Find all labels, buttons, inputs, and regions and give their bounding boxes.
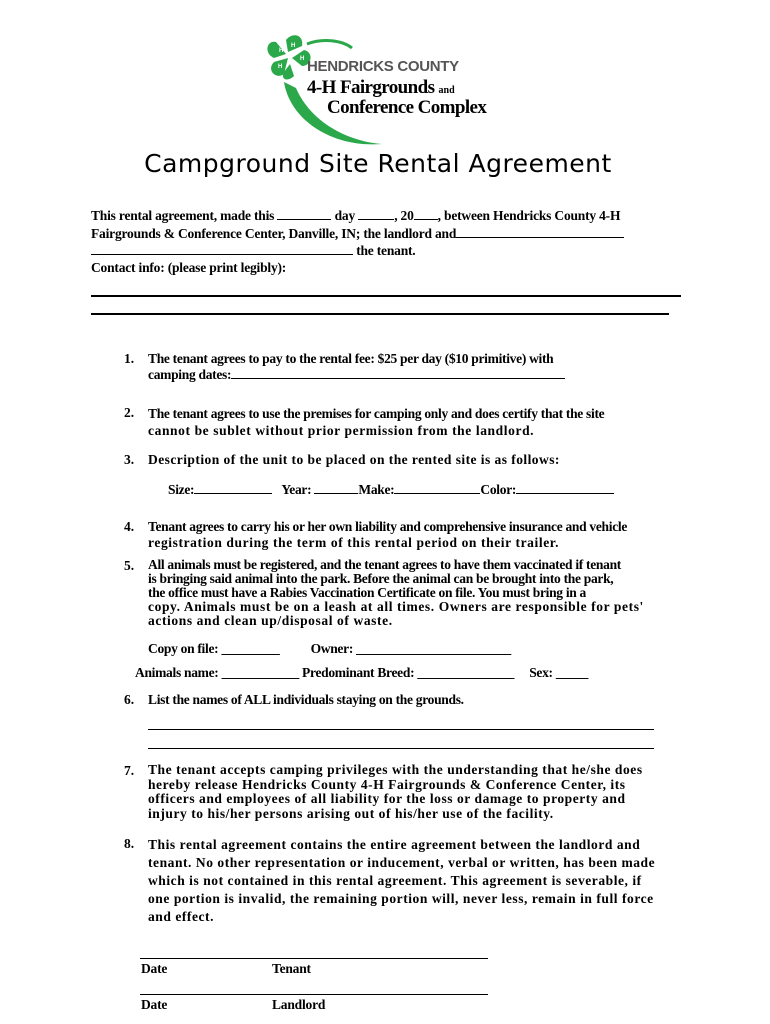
- contact-label: Contact info: (please print legibly):: [91, 260, 287, 275]
- item-7-line1: The tenant accepts camping privileges with the understanding that he/she does: [148, 762, 643, 777]
- item-1-line1: The tenant agrees to pay to the rental fee: $25 per day ($10 primitive) with: [148, 351, 554, 366]
- intro-text-3: , 20: [394, 208, 414, 223]
- item-3: Description of the unit to be placed on the rented site is as follows:: [148, 452, 560, 467]
- sex-label: Sex:: [529, 665, 553, 680]
- year-label: Year:: [281, 482, 312, 497]
- item-5-line5: actions and clean up/disposal of waste.: [148, 613, 393, 628]
- item-6: List the names of ALL individuals staying on the grounds.: [148, 692, 464, 707]
- tenant-signature-line[interactable]: [140, 958, 488, 959]
- animal-name-blank[interactable]: ____________: [221, 665, 299, 680]
- item-7: [148, 763, 678, 821]
- copy-label: Copy on file:: [148, 641, 219, 656]
- item-8-line1: This rental agreement contains the entire agreement between the landlord and: [148, 837, 641, 852]
- animal-copy-row: [148, 641, 511, 657]
- landlord-signature-line[interactable]: [140, 994, 488, 995]
- tenant-name-blank[interactable]: [456, 225, 624, 238]
- breed-label: Predominant Breed:: [302, 665, 415, 680]
- svg-text:H: H: [278, 64, 283, 70]
- size-blank[interactable]: [194, 481, 272, 494]
- item-8-number: 8.: [124, 836, 135, 851]
- item-2-line1: The tenant agrees to use the premises for camping only and does certify that the site: [148, 406, 605, 421]
- animal-name-row: [135, 665, 588, 681]
- landlord-label: Landlord: [272, 997, 326, 1012]
- item-8-line4: one portion is invalid, the remaining portion will, never less, remain in full force: [148, 891, 654, 906]
- color-blank[interactable]: [516, 481, 614, 494]
- item-2-line2: cannot be sublet without prior permission from the landlord.: [148, 423, 535, 438]
- item-4-line1: Tenant agrees to carry his or her own liability and comprehensive insurance and vehicle: [148, 519, 628, 534]
- logo-text: [307, 58, 507, 119]
- year-blank[interactable]: [414, 207, 438, 220]
- svg-text:H: H: [300, 56, 305, 62]
- unit-year-blank[interactable]: [314, 481, 358, 494]
- item-5-line1: All animals must be registered, and the tenant agrees to have them vaccinated if tenant: [148, 557, 621, 572]
- intro-text-5: Fairgrounds & Conference Center, Danville, IN; the landlord and: [91, 226, 457, 241]
- intro-text-2: day: [334, 208, 356, 223]
- svg-text:H: H: [291, 43, 296, 49]
- item-5-number: 5.: [124, 558, 135, 573]
- item-2-number: 2.: [124, 405, 135, 420]
- item-7-line4: injury to his/her persons arising out of his/her use of the facility.: [148, 805, 554, 821]
- logo-line1: HENDRICKS COUNTY: [307, 58, 459, 75]
- item-5-line2: is bringing said animal into the park. Before the animal can be brought into the park,: [148, 571, 614, 586]
- item-3-number: 3.: [124, 452, 135, 467]
- item-5-line3: the office must have a Rabies Vaccination Certificate on file. You must bring in a: [148, 585, 587, 600]
- contact-line-1[interactable]: [91, 295, 681, 297]
- item-1-number: 1.: [124, 351, 135, 366]
- sex-blank[interactable]: _____: [555, 665, 589, 680]
- day-blank[interactable]: [277, 207, 331, 220]
- intro-line1: [91, 207, 620, 224]
- unit-fields: [168, 481, 614, 498]
- owner-blank[interactable]: ________________________: [356, 641, 511, 656]
- make-blank[interactable]: [394, 481, 480, 494]
- intro-text-1: This rental agreement, made this: [91, 208, 275, 223]
- intro-text-4: , between Hendricks County 4-H: [437, 208, 621, 223]
- logo-line2-text: 4-H Fairgrounds: [307, 77, 435, 98]
- item-2: [148, 405, 668, 439]
- camping-dates-blank[interactable]: [231, 366, 565, 379]
- page-title: Campground Site Rental Agreement: [144, 149, 612, 178]
- item-4-line2: registration during the term of this rental period on their trailer.: [148, 535, 560, 550]
- tenant-date-label: Date: [141, 961, 168, 976]
- breed-blank[interactable]: _______________: [417, 665, 515, 680]
- color-label: Color:: [480, 482, 517, 497]
- animal-name-label: Animals name:: [135, 665, 219, 680]
- item-4-number: 4.: [124, 519, 135, 534]
- item-8-line5: and effect.: [148, 909, 215, 924]
- names-line-2[interactable]: [148, 748, 654, 749]
- svg-text:H: H: [279, 48, 284, 54]
- names-line-1[interactable]: [148, 729, 654, 730]
- item-7-line3: officers and employees of all liability for the loss or damage to property and: [148, 791, 626, 806]
- tenant-name-blank-2[interactable]: [91, 242, 353, 255]
- landlord-date-label: Date: [141, 997, 168, 1012]
- copy-blank[interactable]: _________: [221, 641, 280, 656]
- item-6-number: 6.: [124, 692, 135, 707]
- intro-line3: [91, 242, 415, 259]
- logo-line3: Conference Complex: [327, 97, 487, 118]
- item-1: [148, 351, 668, 382]
- owner-label: Owner:: [310, 641, 354, 656]
- item-5-line4: copy. Animals must be on a leash at all times. Owners are responsible for pets': [148, 599, 644, 614]
- item-7-line2: hereby release Hendricks County 4-H Fairgrounds & Conference Center, its: [148, 776, 626, 792]
- item-5: [148, 558, 678, 628]
- make-label: Make:: [358, 482, 395, 497]
- item-1-line2: camping dates:: [148, 367, 232, 382]
- size-label: Size:: [168, 482, 195, 497]
- item-7-number: 7.: [124, 763, 135, 778]
- logo-line2: [307, 77, 507, 99]
- logo-line2-suffix: and: [438, 85, 455, 96]
- month-blank[interactable]: [358, 207, 394, 220]
- intro-text-6: the tenant.: [356, 243, 416, 258]
- tenant-label: Tenant: [272, 961, 311, 976]
- item-8-line2: tenant. No other representation or inducement, verbal or written, has been made: [148, 855, 656, 870]
- item-8: [148, 836, 678, 926]
- contact-line-2[interactable]: [91, 313, 669, 315]
- item-4: [148, 519, 678, 551]
- item-8-line3: which is not contained in this rental agreement. This agreement is severable, if: [148, 873, 642, 888]
- intro-line2: [91, 225, 624, 242]
